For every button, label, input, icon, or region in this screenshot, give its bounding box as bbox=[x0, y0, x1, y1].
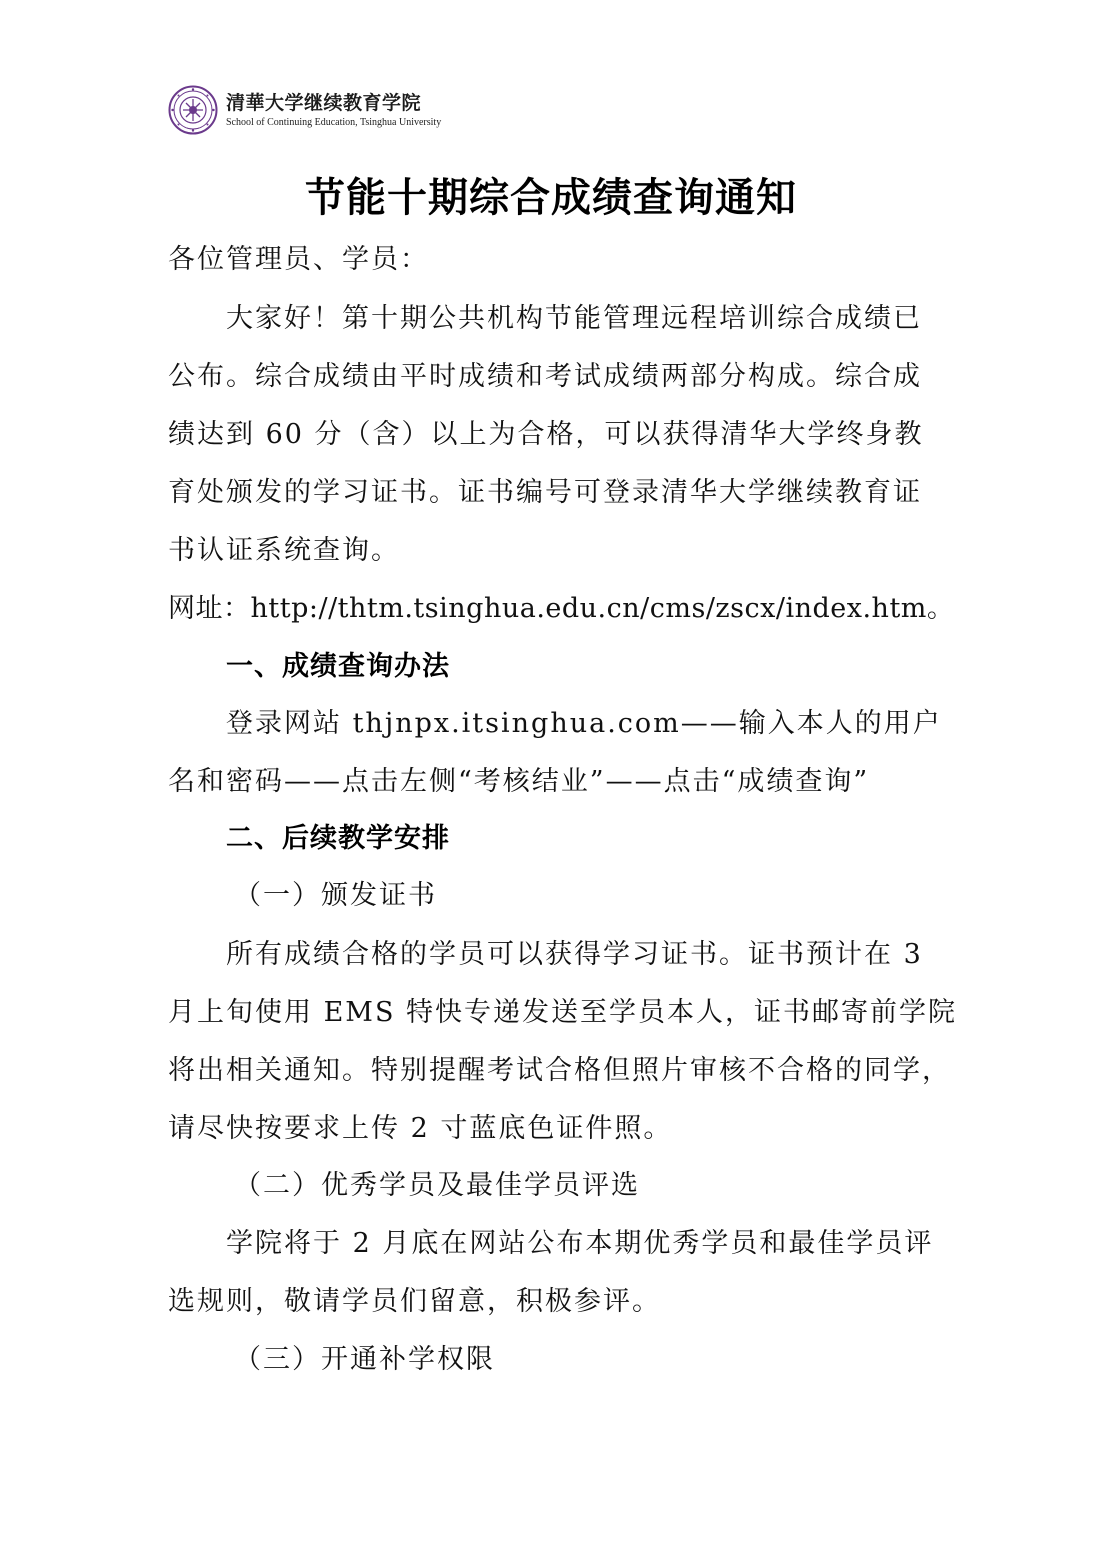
notice-title: 节能十期综合成绩查询通知 bbox=[305, 175, 797, 221]
section1-line-2: 名和密码——点击左侧“考核结业”——点击“成绩查询” bbox=[168, 766, 870, 797]
section1-heading: 一、成绩查询办法 bbox=[226, 651, 450, 682]
certificate-url-line: 网址：http://thtm.tsinghua.edu.cn/cms/zscx/index.htm。 bbox=[168, 593, 955, 624]
tsinghua-seal-icon bbox=[168, 85, 218, 135]
sub3-heading: （三）开通补学权限 bbox=[234, 1344, 495, 1375]
intro-line-5: 书认证系统查询。 bbox=[168, 535, 400, 566]
sub2-line-2: 选规则，敬请学员们留意，积极参评。 bbox=[168, 1286, 661, 1317]
institution-name-en: School of Continuing Education, Tsinghua University bbox=[226, 117, 442, 128]
section1-line-1: 登录网站 thjnpx.itsinghua.com——输入本人的用户 bbox=[226, 708, 942, 739]
intro-line-2: 公布。综合成绩由平时成绩和考试成绩两部分构成。综合成 bbox=[168, 361, 922, 392]
section2-heading: 二、后续教学安排 bbox=[226, 823, 450, 854]
sub2-heading: （二）优秀学员及最佳学员评选 bbox=[234, 1170, 640, 1201]
sub1-line-1: 所有成绩合格的学员可以获得学习证书。证书预计在 3 bbox=[226, 939, 923, 970]
sub1-line-4: 请尽快按要求上传 2 寸蓝底色证件照。 bbox=[168, 1113, 673, 1144]
institution-header bbox=[168, 82, 441, 138]
sub1-heading: （一）颁发证书 bbox=[234, 880, 437, 911]
sub1-line-3: 将出相关通知。特别提醒考试合格但照片审核不合格的同学， bbox=[168, 1055, 951, 1086]
intro-line-3: 绩达到 60 分（含）以上为合格，可以获得清华大学终身教 bbox=[168, 419, 924, 450]
institution-name-cn: 清華大学继续教育学院 bbox=[226, 92, 422, 114]
institution-name bbox=[226, 91, 441, 129]
sub1-line-2: 月上旬使用 EMS 特快专递发送至学员本人，证书邮寄前学院 bbox=[168, 997, 958, 1028]
greeting: 各位管理员、学员： bbox=[168, 244, 429, 275]
intro-line-1: 大家好！第十期公共机构节能管理远程培训综合成绩已 bbox=[226, 303, 922, 334]
intro-line-4: 育处颁发的学习证书。证书编号可登录清华大学继续教育证 bbox=[168, 477, 922, 508]
sub2-line-1: 学院将于 2 月底在网站公布本期优秀学员和最佳学员评 bbox=[226, 1228, 934, 1259]
